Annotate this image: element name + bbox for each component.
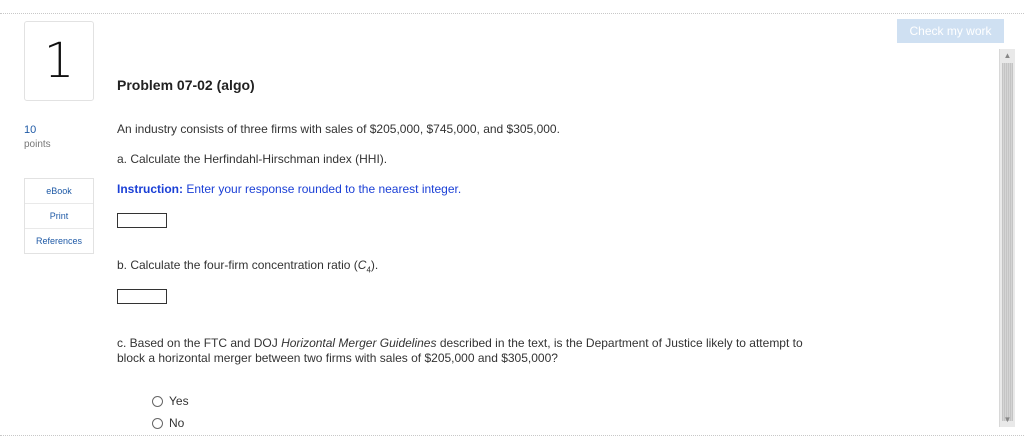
- vertical-scrollbar[interactable]: [999, 49, 1015, 427]
- option-yes-label: Yes: [169, 394, 189, 408]
- top-divider: [0, 0, 1024, 14]
- chevron-up-icon[interactable]: ▲: [1003, 51, 1012, 60]
- radio-yes[interactable]: [152, 396, 163, 407]
- ebook-link[interactable]: eBook: [25, 179, 93, 204]
- instruction-text: Enter your response rounded to the nearest integer.: [183, 182, 462, 196]
- points-value: 10: [24, 124, 37, 136]
- part-b-prompt: [117, 258, 378, 274]
- part-c-prompt: [117, 336, 803, 350]
- concentration-ratio-input[interactable]: [117, 289, 167, 304]
- part-b-symbol: C: [357, 258, 367, 272]
- scrollbar-thumb[interactable]: [1002, 63, 1013, 421]
- hhi-answer-input[interactable]: [117, 213, 167, 228]
- part-b-suffix: ).: [370, 258, 379, 272]
- radio-no[interactable]: [152, 418, 163, 429]
- check-my-work-button[interactable]: Check my work: [897, 19, 1004, 43]
- option-no-label: No: [169, 416, 185, 430]
- part-c-suffix: described in the text, is the Department of Justice likely to attempt to: [436, 336, 803, 350]
- part-b-subscript: 4: [366, 265, 371, 275]
- bottom-divider: [0, 434, 1024, 436]
- problem-title: Problem 07-02 (algo): [117, 77, 255, 93]
- resource-links: [24, 178, 94, 254]
- instruction-label: Instruction:: [117, 182, 183, 196]
- print-link[interactable]: Print: [25, 204, 93, 229]
- part-c-prefix: c. Based on the FTC and DOJ: [117, 336, 282, 350]
- instruction: [117, 182, 461, 196]
- chevron-down-icon[interactable]: ▼: [1003, 415, 1012, 424]
- points-label: points: [24, 139, 51, 150]
- part-a-prompt: a. Calculate the Herfindahl-Hirschman index (HHI).: [117, 152, 388, 166]
- part-c-line2: block a horizontal merger between two firms with sales of $205,000 and $305,000?: [117, 351, 558, 365]
- question-number: 1: [24, 21, 94, 101]
- part-c-italic: Horizontal Merger Guidelines: [281, 336, 437, 350]
- option-no[interactable]: [152, 416, 184, 430]
- references-link[interactable]: References: [35, 236, 83, 246]
- problem-intro: An industry consists of three firms with sales of $205,000, $745,000, and $305,000.: [117, 122, 560, 136]
- part-b-prefix: b. Calculate the four-firm concentration ratio (: [117, 258, 358, 272]
- option-yes[interactable]: [152, 394, 189, 408]
